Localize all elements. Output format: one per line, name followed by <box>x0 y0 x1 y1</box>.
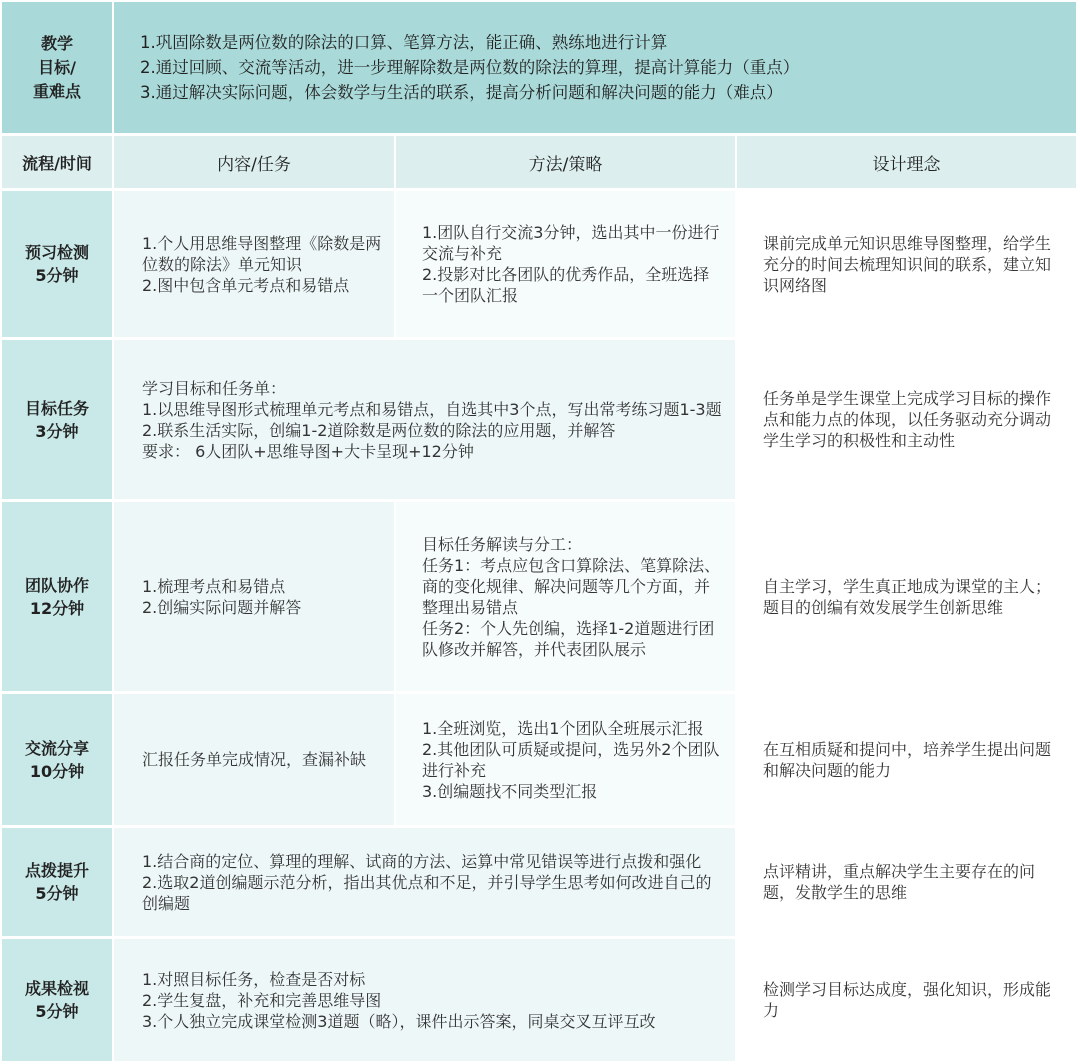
stage-text: 预习检测 5分钟 <box>24 243 89 285</box>
concept-text: 课前完成单元知识思维导图整理，给学生充分的时间去梳理知识间的联系，建立知识网络图 <box>763 233 1052 295</box>
concept-text: 点评精讲，重点解决学生主要存在的问题，发散学生的思维 <box>763 862 1036 902</box>
concept-text: 检测学习目标达成度，强化知识，形成能力 <box>763 980 1052 1020</box>
stage-text: 交流分享 10分钟 <box>24 738 89 781</box>
objectives-text-cell <box>114 2 1076 133</box>
stage-text: 成果检视 5分钟 <box>24 979 89 1021</box>
content-text: 1.梳理考点和易错点 2.创编实际问题并解答 <box>142 576 302 617</box>
header-method: 方法/策略 <box>396 136 735 188</box>
objectives-label-text: 教学 目标/ 重难点 <box>32 33 81 101</box>
concept-cell <box>737 939 1076 1061</box>
content-cell <box>114 694 394 825</box>
stage-text: 点拨提升 5分钟 <box>24 861 89 903</box>
content-cell <box>114 939 735 1061</box>
stage-label <box>2 939 112 1061</box>
concept-cell <box>737 340 1076 499</box>
stage-label <box>2 502 112 691</box>
content-cell <box>114 191 394 337</box>
objectives-text: 1.巩固除数是两位数的除法的口算、笔算方法，能正确、熟练地进行计算 2.通过回顾、交流等活动，进一步理解除数是两位数的除法的算理，提高计算能力（重点） 3.通过解决实际问题，体会数学与生活的联系，提高分析问题和解决问题的能力（难点） <box>140 33 800 102</box>
method-cell <box>396 502 735 691</box>
objectives-label <box>2 2 112 133</box>
concept-cell <box>737 828 1076 936</box>
concept-text: 在互相质疑和提问中，培养学生提出问题和解决问题的能力 <box>763 739 1052 780</box>
stage-label <box>2 694 112 825</box>
header-process: 流程/时间 <box>2 136 112 188</box>
concept-text: 自主学习，学生真正地成为课堂的主人；题目的创编有效发展学生创新思维 <box>763 576 1052 617</box>
method-text: 1.团队自行交流3分钟，选出其中一份进行交流与补充 2.投影对比各团队的优秀作品，全班选择一个团队汇报 <box>422 223 720 305</box>
stage-label <box>2 340 112 499</box>
concept-cell <box>737 191 1076 337</box>
stage-text: 目标任务 3分钟 <box>24 398 89 441</box>
stage-text: 团队协作 12分钟 <box>24 575 89 618</box>
header-concept: 设计理念 <box>737 136 1076 188</box>
header-content: 内容/任务 <box>114 136 394 188</box>
concept-text: 任务单是学生课堂上完成学习目标的操作点和能力点的体现，以任务驱动充分调动学生学习的积极性和主动性 <box>763 389 1052 450</box>
concept-cell <box>737 694 1076 825</box>
concept-cell <box>737 502 1076 691</box>
stage-label <box>2 191 112 337</box>
method-text: 目标任务解读与分工： 任务1：考点应包含口算除法、笔算除法、商的变化规律、解决问题等几个方面，并整理出易错点 任务2：个人先创编，选择1-2道题进行团队修改并解答，并代表团队展示 <box>422 534 721 659</box>
content-text: 学习目标和任务单： 1.以思维导图形式梳理单元考点和易错点，自选其中3个点，写出常考练习题1-3题 2.联系生活实际，创编1-2道除数是两位数的除法的应用题，并解答 要求： 6人团队+思维导图+大卡呈现+12分钟 <box>142 378 722 461</box>
stage-label <box>2 828 112 936</box>
method-text: 1.全班浏览，选出1个团队全班展示汇报 2.其他团队可质疑或提问，选另外2个团队进行补充 3.创编题找不同类型汇报 <box>422 718 720 801</box>
content-text: 1.对照目标任务，检查是否对标 2.学生复盘，补充和完善思维导图 3.个人独立完成课堂检测3道题（略），课件出示答案，同桌交叉互评互改 <box>142 969 656 1031</box>
content-text: 1.个人用思维导图整理《除数是两位数的除法》单元知识 2.图中包含单元考点和易错点 <box>142 233 382 295</box>
content-cell <box>114 828 735 936</box>
content-cell <box>114 340 735 499</box>
content-text: 1.结合商的定位、算理的理解、试商的方法、运算中常见错误等进行点拨和强化 2.选取2道创编题示范分析，指出其优点和不足，并引导学生思考如何改进自己的创编题 <box>142 851 712 913</box>
content-cell <box>114 502 394 691</box>
content-text: 汇报任务单完成情况，查漏补缺 <box>142 750 367 769</box>
method-cell <box>396 191 735 337</box>
method-cell <box>396 694 735 825</box>
